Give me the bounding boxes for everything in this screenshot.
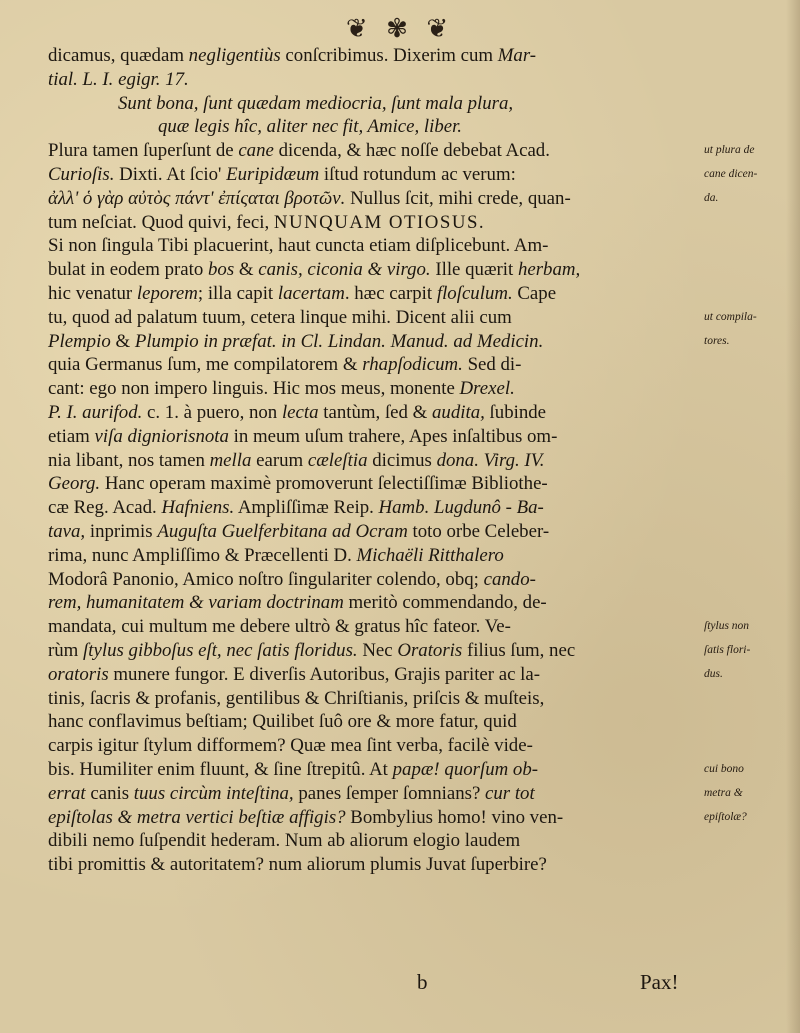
italic-text: lecta xyxy=(281,401,319,423)
roman-text: hanc conflavimus beſtiam; Quilibet ſuô ore & more fatur, quid xyxy=(48,711,517,733)
roman-text: cæ Reg. Acad. xyxy=(48,497,162,519)
text-line xyxy=(48,853,760,877)
italic-text: errat xyxy=(48,782,86,804)
italic-text: viſa digniorisnota xyxy=(94,425,229,447)
roman-text: nia libant, nos tamen xyxy=(48,449,210,471)
italic-text: oratoris xyxy=(48,663,109,685)
italic-text: cur tot xyxy=(485,782,535,804)
roman-text: dicamus, quædam xyxy=(48,45,189,66)
text-line xyxy=(48,306,760,330)
roman-text: carpis igitur ſtylum difformem? Quæ mea ſint verba, facilè vide- xyxy=(48,735,533,757)
margin-note: tores. xyxy=(704,334,730,347)
italic-text: Hafniens. xyxy=(161,497,235,519)
italic-text: Auguſta Guelferbitana ad Ocram xyxy=(157,520,408,542)
roman-text: Hanc operam maximè promoverunt ſelectiſſimæ Bibliothe- xyxy=(100,473,548,495)
roman-text: toto orbe Celeber- xyxy=(407,520,550,542)
italic-text: cane xyxy=(238,140,274,162)
italic-text: ſtylus gibboſus eſt, nec ſatis floridus. xyxy=(83,639,358,661)
text-line xyxy=(48,258,760,282)
text-line xyxy=(48,234,760,258)
roman-text: rima, nunc Ampliſſimo & Præcellenti D. xyxy=(48,544,357,566)
roman-text: mandata, cui multum me debere ultrò & gratus hîc fateor. Ve- xyxy=(48,616,511,638)
roman-text: earum xyxy=(251,449,308,471)
text-line xyxy=(48,496,760,520)
roman-text: iſtud rotundum ac verum: xyxy=(319,163,516,185)
roman-text: Sed di- xyxy=(462,354,522,376)
margin-note: metra & xyxy=(704,786,743,799)
roman-text: Ille quærit xyxy=(430,259,518,281)
roman-text: Plura tamen ſuperſunt de xyxy=(48,140,239,162)
roman-text: etiam xyxy=(48,425,95,447)
italic-text: tuus circùm inteſtina, xyxy=(133,782,294,804)
roman-text: & xyxy=(234,259,259,281)
text-line xyxy=(48,449,760,473)
margin-note: ut plura de xyxy=(704,144,755,157)
roman-text: Dixti. At ſcio' xyxy=(114,163,227,185)
italic-text: Mar- xyxy=(497,45,537,66)
italic-text: Drexel. xyxy=(459,378,515,400)
italic-text: Plumpio in præfat. in Cl. Lindan. Manud. ad Medicin. xyxy=(134,330,544,352)
italic-text: cando- xyxy=(483,568,536,590)
text-line xyxy=(48,92,760,116)
roman-text: canis xyxy=(85,782,134,804)
text-line xyxy=(48,68,760,92)
italic-text: papæ! quorſum ob- xyxy=(392,758,539,780)
italic-text: rem, humanitatem & variam doctrinam xyxy=(48,592,344,614)
italic-text: Curioſis. xyxy=(48,163,115,185)
margin-note: dus. xyxy=(704,667,723,680)
italic-text: herbam, xyxy=(517,259,581,281)
text-line xyxy=(48,591,760,615)
text-line xyxy=(48,520,760,544)
text-line xyxy=(48,115,760,139)
italic-text: Sunt bona, ſunt quædam mediocria, ſunt mala plura, xyxy=(118,92,514,114)
text-line xyxy=(48,568,760,592)
text-line xyxy=(48,282,760,306)
text-line xyxy=(48,806,760,830)
text-line xyxy=(48,211,760,235)
roman-text: meritò commendando, de- xyxy=(343,592,547,614)
margin-note: ut compila- xyxy=(704,310,757,323)
roman-text: dibili nemo ſuſpendit hederam. Num ab aliorum elogio laudem xyxy=(48,830,521,852)
roman-text: munere fungor. E diverſis Autoribus, Grajis pariter ac la- xyxy=(108,663,541,685)
margin-note: epiſtolæ? xyxy=(704,810,747,823)
roman-text: rùm xyxy=(48,639,84,661)
roman-text: c. 1. à puero, non xyxy=(142,401,282,423)
text-line xyxy=(48,734,760,758)
text-line xyxy=(48,139,760,163)
italic-text: Georg. xyxy=(48,473,101,495)
margin-note: da. xyxy=(704,191,719,204)
roman-text: quia Germanus ſum, me compilatorem & xyxy=(48,354,363,376)
italic-text: dona. Virg. IV. xyxy=(436,449,545,471)
italic-text: mella xyxy=(209,449,252,471)
catchword: Pax! xyxy=(640,970,679,994)
margin-note: cane dicen- xyxy=(704,168,758,180)
italic-text: cæleſtia xyxy=(307,449,368,471)
text-line xyxy=(48,544,760,568)
roman-text: Bombylius homo! vino ven- xyxy=(345,806,564,828)
roman-text: tibi promittis & autoritatem? num aliorum plumis Juvat ſuperbire? xyxy=(48,854,547,876)
body-text xyxy=(48,44,760,877)
text-line xyxy=(48,163,760,187)
margin-note: cui bono xyxy=(704,763,744,775)
roman-text: in meum uſum trahere, Apes inſaltibus om- xyxy=(228,425,558,447)
text-line xyxy=(48,710,760,734)
roman-text: & xyxy=(110,330,135,352)
text-line xyxy=(48,639,760,663)
roman-text: dicimus xyxy=(367,449,437,471)
roman-text: filius ſum, nec xyxy=(462,639,576,661)
italic-text: rhapſodicum. xyxy=(362,354,463,376)
text-line xyxy=(48,187,760,211)
roman-text: tinis, ſacris & profanis, gentilibus & Chriſtianis, priſcis & muſteis, xyxy=(48,687,545,709)
text-line xyxy=(48,353,760,377)
roman-text: hic venatur xyxy=(48,282,137,304)
roman-text: Modorâ Panonio, Amico noſtro ſingulariter colendo, obq; xyxy=(48,568,484,590)
roman-text: Ampliſſimæ Reip. xyxy=(234,497,379,519)
italic-text: tava, xyxy=(48,520,86,542)
italic-text: tial. L. I. egigr. 17. xyxy=(48,68,189,90)
roman-text: bis. Humiliter enim fluunt, & ſine ſtrepitû. At xyxy=(48,758,393,780)
roman-text: panes ſemper ſomnians? xyxy=(293,782,486,804)
text-line xyxy=(48,377,760,401)
italic-text: Hamb. Lugdunô - Ba- xyxy=(378,497,544,519)
text-line xyxy=(48,782,760,806)
italic-text: epiſtolas & metra vertici beſtiæ affigis? xyxy=(48,806,346,828)
margin-note: ſatis flori- xyxy=(704,644,751,656)
text-line xyxy=(48,401,760,425)
roman-text: ; illa capit xyxy=(197,282,278,304)
italic-text: bos xyxy=(208,259,235,281)
text-line xyxy=(48,472,760,496)
italic-text: Oratoris xyxy=(397,639,463,661)
roman-text: cant: ego non impero linguis. Hic mos meus, monente xyxy=(48,378,460,400)
text-line xyxy=(48,615,760,639)
roman-text: Nec xyxy=(357,639,398,661)
text-line xyxy=(48,663,760,687)
signature-mark: b xyxy=(417,970,428,994)
italic-text: lacertam xyxy=(277,282,345,304)
text-line xyxy=(48,687,760,711)
roman-text: Si non ſingula Tibi placuerint, haut cuncta etiam diſplicebunt. Am- xyxy=(48,235,549,257)
text-line xyxy=(48,44,760,68)
roman-text: tu, quod ad palatum tuum, cetera linque mihi. Dicent alii cum xyxy=(48,306,512,328)
roman-text: . hæc carpit xyxy=(344,282,437,304)
text-line xyxy=(48,829,760,853)
italic-text: Michaëli Ritthalero xyxy=(356,544,504,566)
italic-text: negligentiùs xyxy=(188,45,281,66)
roman-text: conſcribimus. Dixerim cum xyxy=(280,45,498,66)
roman-text: inprimis xyxy=(85,520,158,542)
italic-text: Euripidæum xyxy=(226,163,320,185)
roman-text: bulat in eodem prato xyxy=(48,259,208,281)
header-ornament: ❦ ✾ ❦ xyxy=(345,14,455,43)
roman-text: dicenda, & hæc noſſe debebat Acad. xyxy=(273,140,550,162)
italic-text: floſculum. xyxy=(436,282,513,304)
italic-text: quæ legis hîc, aliter nec fit, Amice, liber. xyxy=(158,116,463,138)
italic-text: audita, xyxy=(432,401,485,423)
roman-text: Nullus ſcit, mihi crede, quan- xyxy=(345,187,571,209)
roman-text: Cape xyxy=(512,282,557,304)
text-line xyxy=(48,425,760,449)
text-line xyxy=(48,758,760,782)
roman-text: NUNQUAM OTIOSUS. xyxy=(273,211,486,233)
margin-note: ſtylus non xyxy=(704,620,750,633)
italic-text: canis, ciconia & virgo. xyxy=(258,259,431,281)
italic-text: P. I. aurifod. xyxy=(48,401,143,423)
text-line xyxy=(48,330,760,354)
italic-text: Plempio xyxy=(48,330,111,352)
roman-text: tum neſciat. Quod quivi, feci, xyxy=(48,211,274,233)
roman-text: ſubinde xyxy=(484,401,547,423)
roman-text: tantùm, ſed & xyxy=(318,401,433,423)
italic-text: leporem xyxy=(136,282,198,304)
page-edge-shadow xyxy=(786,0,800,1033)
italic-text: ἀλλ' ὁ γὰρ αὐτὸς πάντ' ἐπίςαται βροτῶν. xyxy=(48,187,346,209)
